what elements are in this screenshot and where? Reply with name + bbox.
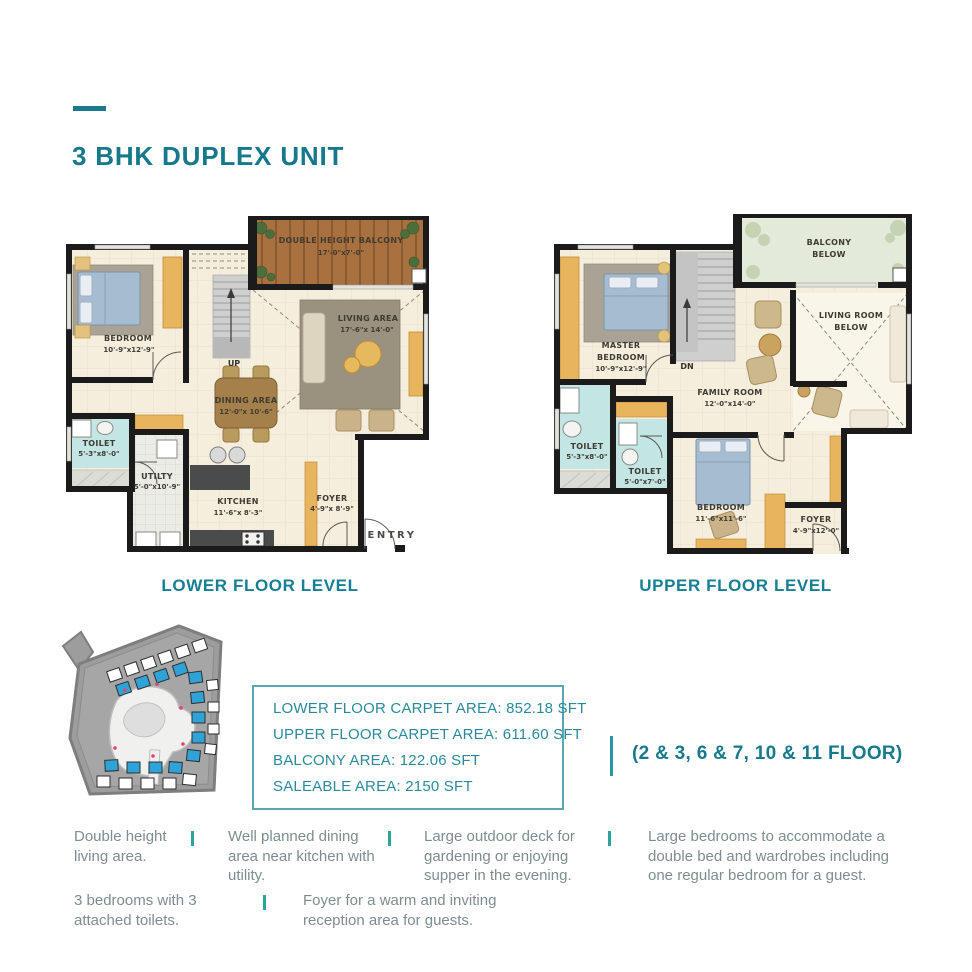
room-dim-kitchen: 11'-6"x 8'-3" xyxy=(213,509,263,517)
room-label-living-below-1: LIVING ROOM xyxy=(818,311,884,320)
room-label-balcony-below-2: BELOW xyxy=(812,250,846,259)
room-dim-toilet1: 5'-3"x8'-0" xyxy=(566,453,608,461)
room-dim-bedroom: 11'-6"x11'-6" xyxy=(695,515,747,523)
room-label-toilet: TOILET xyxy=(82,439,116,448)
floor-note-bar xyxy=(610,736,613,776)
room-label-foyer: FOYER xyxy=(316,494,348,503)
room-label-master-1: MASTER xyxy=(601,341,641,350)
feature-item-2: Well planned dining area near kitchen with utility. xyxy=(228,828,375,884)
room-dim-dining: 12'-0"x 10'-6" xyxy=(219,408,273,416)
upper-floor-plan-drawing xyxy=(548,214,923,562)
feature-item-5: 3 bedrooms with 3 attached toilets. xyxy=(74,892,197,929)
lower-plan-caption: LOWER FLOOR LEVEL xyxy=(161,576,359,595)
room-dim-foyer: 4'-9"x12'-0" xyxy=(792,527,840,535)
room-label-dining: DINING AREA xyxy=(214,396,278,405)
room-dim-balcony: 17'-0"x7'-0" xyxy=(317,249,365,257)
ac-unit xyxy=(893,268,907,282)
room-label-family: FAMILY ROOM xyxy=(697,388,763,397)
room-label-bedroom: BEDROOM xyxy=(696,503,746,512)
room-dim-living: 17'-6"x 14'-0" xyxy=(340,326,394,334)
room-dim-utility: 5'-0"x10'-9" xyxy=(133,483,181,491)
room-dim-master: 10'-9"x12'-9" xyxy=(595,365,647,373)
room-dim-toilet2: 5'-0"x7'-0" xyxy=(624,478,666,486)
feature-item-1: Double height living area. xyxy=(74,828,167,865)
site-plan-map xyxy=(57,620,232,802)
room-label-balcony-below-1: BALCONY xyxy=(806,238,852,247)
feature-item-4: Large bedrooms to accommodate a double bed and wardrobes including one regular bedroom for a guest. xyxy=(648,828,890,884)
room-label-living: LIVING AREA xyxy=(337,314,399,323)
feature-divider-1 xyxy=(191,831,194,846)
room-label-master-2: BEDROOM xyxy=(596,353,646,362)
room-dim-bedroom: 10'-9"x12'-9" xyxy=(103,346,155,354)
upper-floor-plan xyxy=(548,214,923,596)
room-label-toilet2: TOILET xyxy=(628,467,662,476)
area-upper-carpet: UPPER FLOOR CARPET AREA: 611.60 SFT xyxy=(273,726,583,743)
area-balcony: BALCONY AREA: 122.06 SFT xyxy=(273,752,481,769)
lower-floor-plan xyxy=(65,214,455,596)
room-label-utility: UTILTY xyxy=(141,472,173,481)
stairs-down xyxy=(676,252,735,361)
floor-note: (2 & 3, 6 & 7, 10 & 11 FLOOR) xyxy=(632,743,903,764)
stairs-down-label: DN xyxy=(680,362,694,371)
ac-unit xyxy=(412,269,426,283)
page-title: 3 BHK DUPLEX UNIT xyxy=(72,141,345,171)
lower-floor-plan-drawing xyxy=(65,214,455,562)
room-dim-foyer: 4'-9"x 8'-9" xyxy=(310,505,354,513)
feature-item-3: Large outdoor deck for gardening or enjoying supper in the evening. xyxy=(424,828,575,884)
room-label-bedroom: BEDROOM xyxy=(103,334,153,343)
feature-divider-4 xyxy=(263,895,266,910)
room-dim-family: 12'-0"x14'-0" xyxy=(704,400,756,408)
area-saleable: SALEABLE AREA: 2150 SFT xyxy=(273,778,473,795)
feature-divider-2 xyxy=(388,831,391,846)
area-lower-carpet: LOWER FLOOR CARPET AREA: 852.18 SFT xyxy=(273,700,587,717)
foyer-lower xyxy=(305,462,317,546)
room-label-balcony: DOUBLE HEIGHT BALCONY xyxy=(278,236,404,245)
room-dim-toilet: 5'-3"x8'-0" xyxy=(78,450,120,458)
title-accent-dash xyxy=(73,106,106,111)
feature-item-6: Foyer for a warm and inviting reception area for guests. xyxy=(303,892,497,929)
room-label-toilet1: TOILET xyxy=(570,442,604,451)
feature-divider-3 xyxy=(608,831,611,846)
area-summary-box xyxy=(252,685,587,810)
upper-plan-caption: UPPER FLOOR LEVEL xyxy=(639,576,832,595)
stairs-up-label: UP xyxy=(227,359,241,368)
bedroom-furniture xyxy=(73,257,182,338)
room-label-foyer: FOYER xyxy=(800,515,832,524)
room-label-kitchen: KITCHEN xyxy=(217,497,259,506)
toilet-1 xyxy=(558,384,615,490)
entry-label: ENTRY xyxy=(367,530,417,541)
room-label-living-below-2: BELOW xyxy=(834,323,868,332)
